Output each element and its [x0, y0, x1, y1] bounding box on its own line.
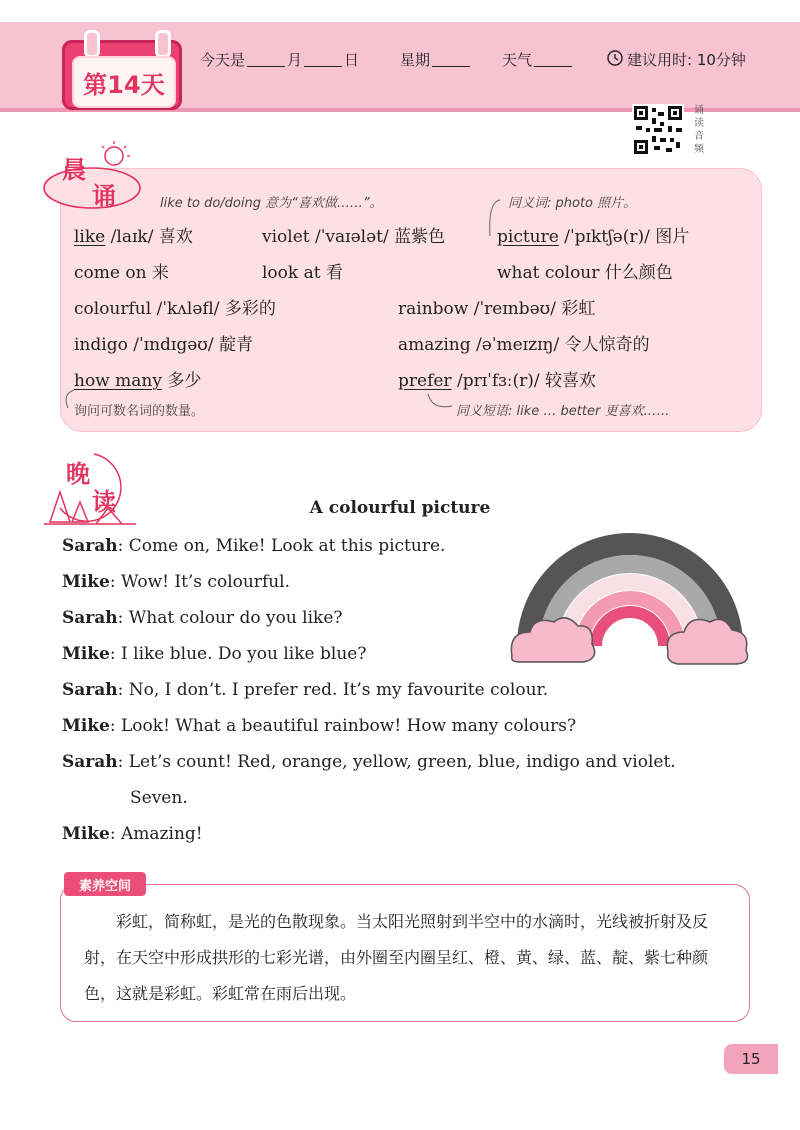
morning-icon-text-1: 晨: [62, 156, 86, 184]
vocab-rainbow: rainbow /ˈreɪnbəʊ/ 彩虹: [398, 299, 596, 319]
tip-label: 素养空间: [64, 872, 146, 896]
calendar-ring-icon: [84, 30, 100, 58]
vocab-look-at: look at 看: [262, 263, 343, 283]
weekday-line: [400, 46, 472, 72]
vocab-violet: violet /ˈvaɪələt/ 蓝紫色: [262, 227, 446, 247]
vocab-amazing: amazing /əˈmeɪzɪŋ/ 令人惊奇的: [398, 335, 650, 355]
dialogue-line-8: Mike: Amazing!: [62, 824, 203, 844]
weather-line: [502, 46, 574, 72]
evening-icon-text-1: 晚: [66, 460, 90, 488]
vocab-what-colour: what colour 什么颜色: [497, 263, 673, 283]
clock-icon: [607, 50, 623, 66]
weather-label: 天气: [502, 50, 533, 69]
qr-label: 诵 读 音 频: [694, 105, 704, 155]
arrow-curve-icon: [424, 392, 454, 414]
month-blank[interactable]: [247, 52, 285, 67]
tip-text: 彩虹，简称虹，是光的色散现象。当太阳光照射到半空中的水滴时，光线被折射及反射，在天空中形成拱形的七彩光谱，由外圈至内圈呈红、橙、黄、绿、蓝、靛、紫七种颜色，这就是彩虹。彩虹常在雨后出现。: [84, 912, 709, 1003]
page-number: 15: [724, 1044, 778, 1074]
weekday-blank[interactable]: [432, 52, 470, 67]
weekday-label: 星期: [400, 50, 431, 69]
vocab-how-many: how many 多少: [74, 371, 202, 391]
calendar-ring-icon: [155, 30, 171, 58]
evening-icon-text-2: 读: [92, 488, 116, 516]
vocab-colourful: colourful /ˈkʌləfl/ 多彩的: [74, 299, 276, 319]
day-label: 日: [344, 50, 360, 69]
rainbow-illustration: [508, 528, 752, 668]
vocab-picture: picture /ˈpɪktʃə(r)/ 图片: [497, 227, 690, 247]
vocab-indigo: indigo /ˈɪndɪgəʊ/ 靛青: [74, 335, 253, 355]
weather-blank[interactable]: [534, 52, 572, 67]
dialogue-line-3: Sarah: What colour do you like?: [62, 608, 343, 628]
note-how-many: 询问可数名词的数量。: [74, 404, 205, 419]
dialogue-line-7: Sarah: Let’s count! Red, orange, yellow, green, blue, indigo and violet.: [62, 752, 676, 772]
dialogue-line-5: Sarah: No, I don’t. I prefer red. It’s my favourite colour.: [62, 680, 549, 700]
vocab-come-on: come on 来: [74, 263, 169, 283]
reading-title: A colourful picture: [309, 498, 491, 518]
dialogue-line-4: Mike: I like blue. Do you like blue?: [62, 644, 367, 664]
dialogue-line-6: Mike: Look! What a beautiful rainbow! How many colours?: [62, 716, 577, 736]
dialogue-line-1: Sarah: Come on, Mike! Look at this picture.: [62, 536, 446, 556]
moon-tree-icon: [36, 448, 146, 532]
month-label: 月: [287, 50, 303, 69]
qr-code-icon[interactable]: [632, 104, 684, 156]
note-like-usage: like to do/doing 意为“喜欢做……”。: [160, 196, 383, 211]
date-prefix: 今天是: [200, 50, 246, 69]
dialogue-line-7-continued: Seven.: [130, 788, 188, 808]
date-line: [200, 46, 359, 72]
suggested-time: 建议用时: 10分钟: [627, 50, 746, 69]
day-blank[interactable]: [304, 52, 342, 67]
note-prefer-synonym: 同义短语: like … better 更喜欢……: [456, 404, 670, 419]
note-picture-synonym: 同义词: photo 照片。: [508, 196, 637, 211]
morning-icon-text-2: 诵: [92, 182, 116, 210]
day-badge: 第14天: [72, 56, 176, 108]
vocab-prefer: prefer /prɪˈfɜː(r)/ 较喜欢: [398, 371, 597, 391]
dialogue-line-2: Mike: Wow! It’s colourful.: [62, 572, 291, 592]
vocab-like: like /laɪk/ 喜欢: [74, 227, 193, 247]
